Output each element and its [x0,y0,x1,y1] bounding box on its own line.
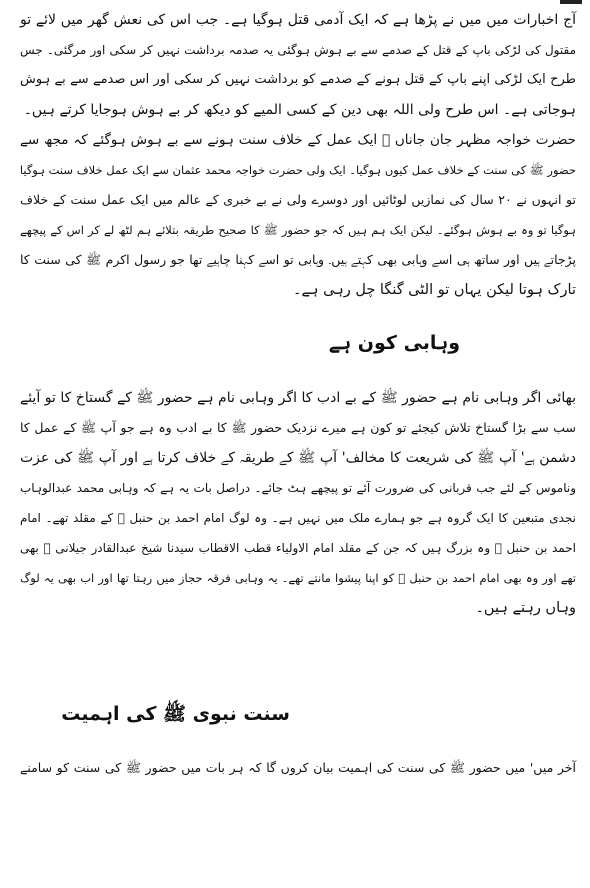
section-heading-sunnat: سنت نبوی ﷺ کی اہمیت [61,703,290,725]
paragraph-3-line-7: تھے اور وہ بھی امام احمد بن حنبل ﷫ کو اپنا پیشوا مانتے تھے۔ یہ وہابی فرقہ حجاز میں رہتا تھا اور اب بھی یہ لوگ [20,571,576,585]
paragraph-2-line-6: تارک ہوتا لیکن یہاں تو الٹی گنگا چل رہی ہے۔ [293,282,576,298]
paragraph-1-line-2: مقتول کی لڑکی باپ کے قتل کے صدمے سے بے ہوش ہوگئی یہ صدمہ برداشت نہیں کر سکی اور مرگئی۔ جس [20,43,576,57]
paragraph-2-line-3: تو انہوں نے ۲۰ سال کی نمازیں لوٹائیں اور دوسرے ولی نے بے خبری کے عالم میں ایک عمل سنت کے خلاف [20,192,576,207]
paragraph-3-line-2: سب سے بڑا گستاخ تلاش کیجئے تو کون ہے میرے نزدیک حضور ﷺ کا بے ادب وہ ہے جو آپ ﷺ کے عمل کا [20,420,576,435]
paragraph-3-line-6: احمد بن حنبل ﷫ وہ بزرگ ہیں کہ جن کے مقلد امام الاولیاء قطب الاقطاب سیدنا شیخ عبدالقادر جیلانی ﷫ بھی [20,541,576,555]
paragraph-3-line-5: نجدی متبعین کا ایک گروہ ہے جو ہمارے ملک میں نہیں ہے۔ وہ لوگ امام احمد بن حنبل ﷫ کے مقلد تھے۔ امام [20,511,576,525]
section-heading-wahabi: وہابی کون ہے [328,332,460,354]
paragraph-3-line-1: بھائی اگر وہابی نام ہے حضور ﷺ کے بے ادب کا اگر وہابی نام ہے حضور ﷺ کے گستاخ کا تو آیئے [20,390,576,406]
paragraph-2-line-5: پڑجاتے ہیں اور ساتھ ہی اسے وہابی بھی کہتے ہیں۔ وہابی تو اسے کہنا چاہیے تھا جو رسول اکرم ﷺ کی سنت کا [20,252,576,267]
paragraph-2-line-2: حضور ﷺ کی سنت کے خلاف عمل کیوں ہوگیا۔ ایک ولی حضرت خواجہ محمد عثمان سے ایک عمل خلاف سنت ہوگیا [19,163,576,177]
paragraph-2-line-4: ہوگیا تو وہ بے ہوش ہوگئے۔ لیکن ایک ہم ہیں کہ جو حضور ﷺ کا صحیح طریقہ بتلائے ہم لٹھ لے کر اس کے پیچھے [20,223,576,237]
paragraph-4-line-1: آخر میں' میں حضور ﷺ کی سنت کی اہمیت بیان کروں گا کہ ہر بات میں حضور ﷺ کی سنت کو سامنے [20,760,576,775]
paragraph-3-line-8: وہاں رہتے ہیں۔ [475,600,576,616]
paragraph-1-line-3: طرح ایک لڑکی اپنے باپ کے قتل ہونے کے صدمے کو برداشت نہیں کر سکی اور اس صدمے سے بے ہوش [20,72,576,87]
paragraph-1-line-1: آج اخبارات میں میں نے پڑھا ہے کہ ایک آدمی قتل ہوگیا ہے۔ جب اس کی نعش گھر میں لائے تو [20,12,576,28]
page-corner-mark [560,0,582,4]
paragraph-3-line-4: وناموس کے لئے جب قربانی کی ضرورت آئے تو پیچھے ہٹ جائے۔ دراصل بات یہ ہے کہ وہابی محمد عبدالوہاب [20,481,576,495]
paragraph-3-line-3: دشمن ہے' آپ ﷺ کی شریعت کا مخالف' آپ ﷺ کے طریقہ کے خلاف کرتا ہے اور آپ ﷺ کی عزت [20,450,576,466]
paragraph-1-line-4: ہوجاتی ہے۔ اس طرح ولی اللہ بھی دین کے کسی المیے کو دیکھ کر بے ہوش ہوجایا کرتے ہیں۔ [23,102,576,118]
paragraph-2-line-1: حضرت خواجہ مظہر جان جاناں ﷫ ایک عمل کے خلاف سنت ہونے سے بے ہوش ہوگئے کہ مجھ سے [20,132,576,148]
